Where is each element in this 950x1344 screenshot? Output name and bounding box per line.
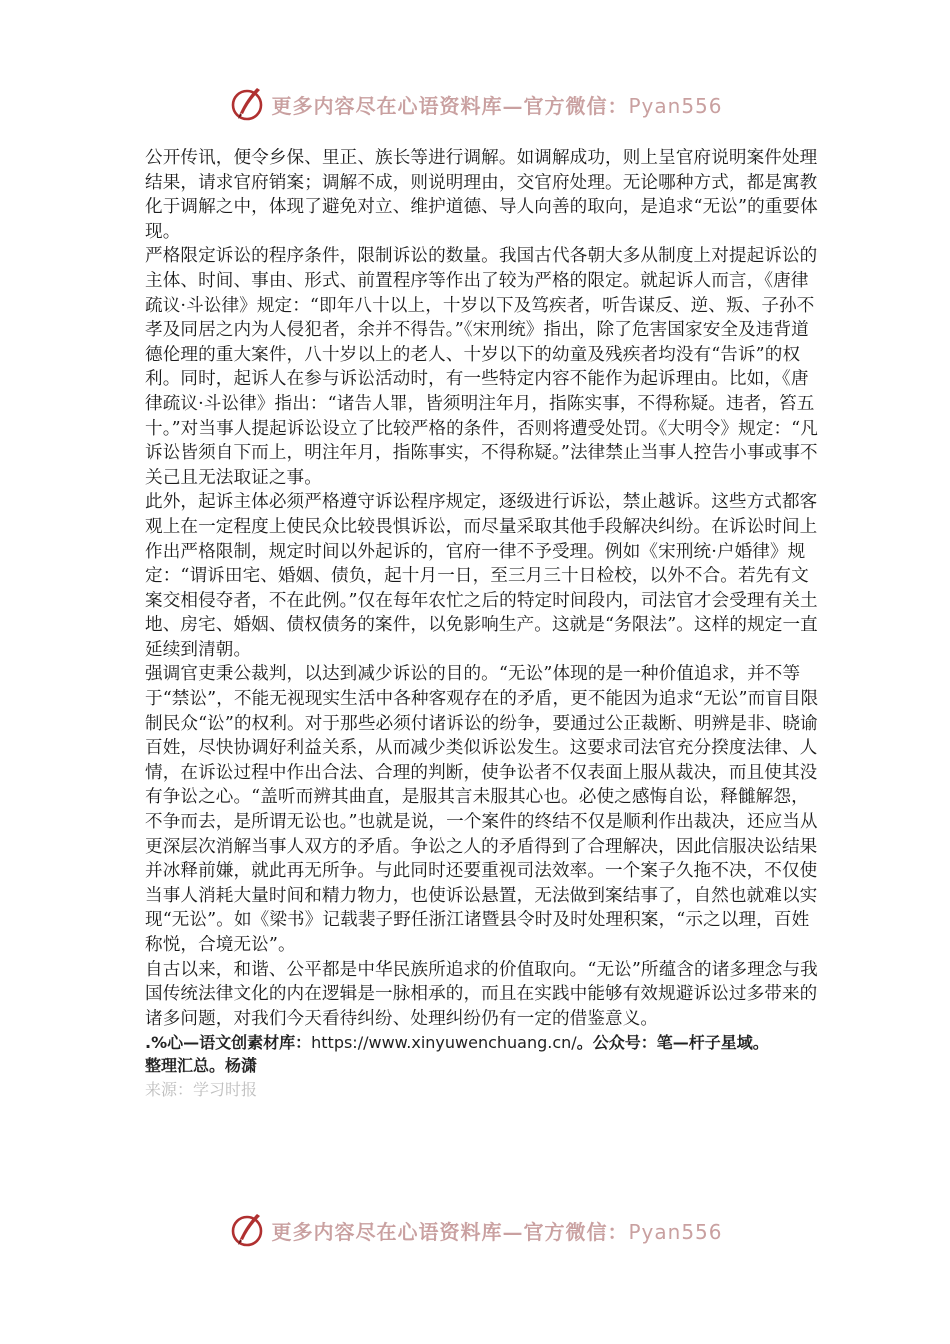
quill-pen-icon xyxy=(227,84,267,124)
header-banner xyxy=(0,80,950,128)
source-credit-line xyxy=(145,1031,825,1054)
article-body xyxy=(145,146,825,1101)
header-banner-text: 更多内容尽在心语资料库—官方微信：Pyan556 xyxy=(271,93,723,118)
quill-pen-icon xyxy=(227,1210,267,1250)
header-wechat-handle: Pyan556 xyxy=(628,93,723,118)
paragraph-procedure-limits: 严格限定诉讼的程序条件，限制诉讼的数量。我国古代各朝大多从制度上对提起诉讼的主体、时间、事由、形式、前置程序等作出了较为严格的限定。就起诉人而言，《唐律疏议·斗讼律》规定：“即年八十以上，十岁以下及笃疾者，听告谋反、逆、叛、子孙不孝及同居之内为人侵犯者，余并不得告。”《宋刑统》指出，除了危害国家安全及违背道德伦理的重大案件，八十岁以上的老人、十岁以下的幼童及残疾者均没有“告诉”的权利。同时，起诉人在参与诉讼活动时，有一些特定内容不能作为起诉理由。比如，《唐律疏议·斗讼律》指出：“诸告人罪，皆须明注年月，指陈实事，不得称疑。违者，笞五十。”对当事人提起诉讼设立了比较严格的条件，否则将遭受处罚。《大明令》规定：“凡诉讼皆须自下而上，明注年月，指陈事实，不得称疑。”法律禁止当事人控告小事或事不关己且无法取证之事。 xyxy=(145,246,818,488)
footer-banner xyxy=(0,1206,950,1254)
source-suffix: 。公众号：笔—杆子星域。 xyxy=(576,1033,769,1053)
compiler-line: 整理汇总。杨潇 xyxy=(145,1056,258,1076)
paragraph-mediation: 公开传讯，便令乡保、里正、族长等进行调解。如调解成功，则上呈官府说明案件处理结果，请求官府销案；调解不成，则说明理由，交官府处理。无论哪种方式，都是寓教化于调解之中，体现了避免对立、维护道德、导人向善的取向，是追求“无讼”的重要体现。 xyxy=(145,148,818,242)
paragraph-conclusion: 自古以来，和谐、公平都是中华民族所追求的价值取向。“无讼”所蕴含的诸多理念与我国传统法律文化的内在逻辑是一脉相承的，而且在实践中能够有效规避诉讼过多带来的诸多问题，对我们今天看待纠纷、处理纠纷仍有一定的借鉴意义。 xyxy=(145,959,818,1029)
footer-banner-text: 更多内容尽在心语资料库—官方微信：Pyan556 xyxy=(271,1219,723,1244)
paragraph-fair-judgment: 强调官吏秉公裁判，以达到减少诉讼的目的。“无讼”体现的是一种价值追求，并不等于“禁讼”，不能无视现实生活中各种客观存在的矛盾，更不能因为追求“无讼”而盲目限制民众“讼”的权利。对于那些必须付诸诉讼的纷争，要通过公正裁断、明辨是非、晓谕百姓，尽快协调好利益关系，从而减少类似诉讼发生。这要求司法官充分揆度法律、人情，在诉讼过程中作出合法、合理的判断，使争讼者不仅表面上服从裁决，而且使其没有争讼之心。“盖听而辨其曲直，是服其言未服其心也。必使之感悔自讼，释雠解怨，不争而去，是所谓无讼也。”也就是说，一个案件的终结不仅是顺利作出裁决，还应当从更深层次消解当事人双方的矛盾。争讼之人的矛盾得到了合理解决，因此信服决讼结果并冰释前嫌，就此再无所争。与此同时还要重视司法效率。一个案子久拖不决，不仅使当事人消耗大量时间和精力物力，也使诉讼悬置，无法做到案结事了，自然也就难以实现“无讼”。如《梁书》记载裴子野任浙江诸暨县令时及时处理积案，“示之以理，百姓称悦，合境无讼”。 xyxy=(145,664,819,955)
footer-wechat-handle: Pyan556 xyxy=(628,1219,723,1244)
source-prefix: .%心—语文创素材库： xyxy=(145,1033,312,1053)
paragraph-litigation-time: 此外，起诉主体必须严格遵守诉讼程序规定，逐级进行诉讼，禁止越诉。这些方式都客观上在一定程度上使民众比较畏惧诉讼，而尽量采取其他手段解决纠纷。在诉讼时间上作出严格限制，规定时间以外起诉的，官府一律不予受理。例如《宋刑统·户婚律》规定：“谓诉田宅、婚姻、债负，起十月一日，至三月三十日检校，以外不合。若先有文案交相侵夺者，不在此例。”仅在每年农忙之后的特定时间段内，司法官才会受理有关土地、房宅、婚姻、债权债务的案件，以免影响生产。这就是“务限法”。这样的规定一直延续到清朝。 xyxy=(145,492,818,660)
source-url-link[interactable]: https://www.xinyuwenchuang.cn/ xyxy=(311,1033,577,1053)
origin-line: 来源：学习时报 xyxy=(145,1080,258,1100)
